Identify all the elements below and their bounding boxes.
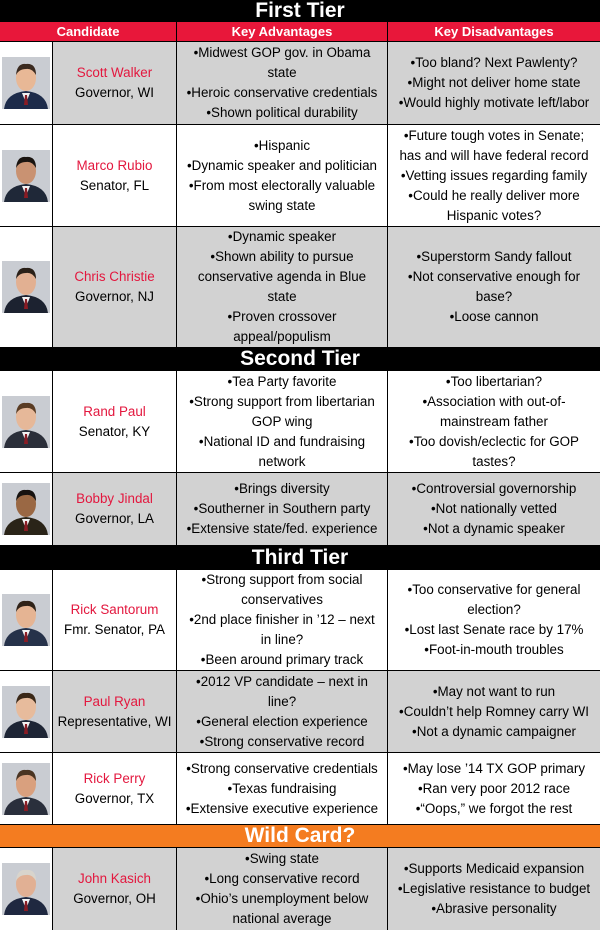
candidate-photo (0, 848, 52, 930)
advantage-line: •Southerner in Southern party (193, 501, 371, 516)
disadvantage-line: •May lose ’14 TX GOP primary (402, 760, 586, 776)
disadvantage-line: •Supports Medicaid expansion (403, 861, 585, 876)
candidate-cell (53, 371, 176, 472)
advantage-line: •Heroic conservative credentials (186, 85, 378, 100)
candidate-role: Governor, LA (75, 511, 154, 526)
portrait-icon (2, 863, 50, 915)
disadvantage-line: mainstream father (440, 413, 548, 429)
advantages-cell (177, 848, 387, 930)
disadvantages-cell (388, 848, 600, 930)
advantage-line: line? (267, 693, 297, 709)
candidate-row (0, 227, 600, 347)
disadvantages-cell (388, 671, 600, 752)
advantage-line: in line? (260, 632, 304, 647)
candidate-photo (0, 671, 52, 752)
candidate-role: Governor, OH (73, 891, 156, 906)
advantages-cell (177, 371, 387, 472)
column-header-advantages: Key Advantages (177, 22, 387, 41)
disadvantage-line: •Couldn’t help Romney carry WI (399, 703, 589, 719)
advantages-cell (177, 227, 387, 347)
advantages-cell (177, 570, 387, 670)
advantage-line: •General election experience (196, 713, 368, 729)
candidate-name: Marco Rubio (76, 157, 153, 173)
advantages-cell (177, 671, 387, 752)
portrait-icon (2, 150, 50, 202)
disadvantage-line: •Would highly motivate left/labor (398, 95, 590, 110)
candidate-cell (53, 848, 176, 930)
disadvantage-line: •Legislative resistance to budget (397, 881, 591, 896)
candidate-cell (53, 227, 176, 347)
disadvantages-cell (388, 473, 600, 545)
candidate-name: Rick Santorum (70, 602, 159, 617)
candidate-row (0, 671, 600, 752)
advantage-line: •Long conservative record (204, 871, 360, 886)
candidate-cell (53, 42, 176, 124)
disadvantages-cell (388, 371, 600, 472)
candidate-role: Governor, NJ (75, 289, 154, 304)
candidate-name: Rand Paul (83, 403, 146, 419)
disadvantage-line: •Not conservative enough for (407, 269, 581, 284)
advantage-line: •From most electorally valuable (188, 177, 376, 193)
disadvantage-line: election? (467, 602, 521, 617)
portrait-icon (2, 763, 50, 815)
candidate-name: Rick Perry (83, 770, 146, 786)
disadvantage-line: tastes? (472, 453, 516, 469)
candidate-cell (53, 473, 176, 545)
advantage-line: state (267, 65, 297, 80)
advantage-line: •Ohio’s unemployment below (195, 891, 369, 906)
candidate-role: Fmr. Senator, PA (64, 622, 165, 637)
disadvantages-cell (388, 42, 600, 124)
candidate-row (0, 42, 600, 124)
disadvantage-line: •Controversial governorship (411, 481, 577, 496)
portrait-icon (2, 686, 50, 738)
disadvantage-line: •Too libertarian? (445, 373, 543, 389)
disadvantage-line: •Future tough votes in Senate; (403, 127, 585, 143)
advantage-line: •Midwest GOP gov. in Obama (193, 45, 371, 60)
advantages-cell (177, 473, 387, 545)
candidate-role: Governor, TX (74, 790, 155, 806)
candidate-photo (0, 125, 52, 226)
candidate-role: Senator, KY (78, 423, 151, 439)
candidate-name: John Kasich (78, 871, 151, 886)
advantage-line: •Shown ability to pursue (210, 249, 354, 264)
advantage-line: national average (232, 911, 332, 926)
advantage-line: •Strong conservative record (199, 733, 365, 749)
advantage-line: •Shown political durability (206, 105, 358, 120)
advantage-line: •Extensive state/fed. experience (186, 521, 378, 536)
disadvantage-line: •Loose cannon (449, 309, 539, 324)
disadvantage-line: •“Oops,” we forgot the rest (415, 800, 573, 816)
advantage-line: GOP wing (251, 413, 313, 429)
candidate-photo (0, 753, 52, 824)
candidate-row (0, 848, 600, 930)
candidate-row (0, 125, 600, 226)
advantage-line: conservatives (241, 592, 323, 607)
advantage-line: •Extensive executive experience (185, 800, 379, 816)
disadvantage-line: •Not a dynamic campaigner (412, 723, 576, 739)
advantage-line: appeal/populism (233, 329, 331, 344)
disadvantage-line: •Lost last Senate race by 17% (404, 622, 584, 637)
column-header-candidate: Candidate (0, 22, 176, 41)
portrait-icon (2, 396, 50, 448)
advantage-line: •Swing state (245, 851, 319, 866)
disadvantage-line: Hispanic votes? (446, 207, 542, 223)
disadvantage-line: •Abrasive personality (431, 901, 557, 916)
candidate-role: Governor, WI (75, 85, 154, 100)
candidate-cell (53, 753, 176, 824)
advantage-line: •Strong support from social (201, 572, 363, 587)
advantage-line: •Strong conservative credentials (186, 760, 378, 776)
candidate-photo (0, 570, 52, 670)
portrait-icon (2, 57, 50, 109)
candidate-cell (53, 570, 176, 670)
tier-header-third: Third Tier (251, 546, 349, 569)
disadvantage-line: •Superstorm Sandy fallout (416, 249, 572, 264)
tier-header-first: First Tier (255, 0, 345, 22)
candidate-name: Chris Christie (74, 269, 155, 284)
disadvantage-line: •Might not deliver home state (407, 75, 581, 90)
tier-header-second: Second Tier (240, 347, 360, 370)
candidate-photo (0, 473, 52, 545)
disadvantage-line: •Not a dynamic speaker (423, 521, 565, 536)
portrait-icon (2, 594, 50, 646)
advantage-line: •Hispanic (253, 137, 311, 153)
disadvantage-line: •Not nationally vetted (430, 501, 558, 516)
portrait-icon (2, 483, 50, 535)
advantage-line: •Dynamic speaker (227, 229, 337, 244)
advantage-line: •Been around primary track (200, 652, 364, 667)
candidate-cell (53, 125, 176, 226)
disadvantages-cell (388, 753, 600, 824)
candidate-name: Bobby Jindal (76, 491, 153, 506)
advantage-line: network (258, 453, 306, 469)
tier-header-wild-card: Wild Card? (0, 825, 600, 847)
disadvantage-line: •May not want to run (432, 683, 556, 699)
advantage-line: swing state (248, 197, 316, 213)
candidate-row (0, 570, 600, 670)
candidate-row (0, 473, 600, 545)
advantage-line: •2nd place finisher in ’12 – next (189, 612, 375, 627)
advantage-line: •Strong support from libertarian (189, 393, 375, 409)
disadvantage-line: •Foot-in-mouth troubles (424, 642, 564, 657)
advantage-line: •National ID and fundraising (198, 433, 366, 449)
candidate-photo (0, 227, 52, 347)
candidate-name: Paul Ryan (83, 693, 146, 709)
advantage-line: •Texas fundraising (227, 780, 337, 796)
disadvantage-line: •Association with out-of- (422, 393, 566, 409)
disadvantage-line: •Vetting issues regarding family (400, 167, 588, 183)
advantage-line: state (267, 289, 297, 304)
portrait-icon (2, 261, 50, 313)
column-header-disadvantages: Key Disadvantages (388, 22, 600, 41)
advantages-cell (177, 125, 387, 226)
advantage-line: •Proven crossover (227, 309, 337, 324)
candidate-photo (0, 371, 52, 472)
disadvantage-line: •Could he really deliver more (408, 187, 580, 203)
disadvantage-line: base? (475, 289, 513, 304)
advantage-line: •2012 VP candidate – next in (196, 673, 368, 689)
disadvantage-line: •Ran very poor 2012 race (417, 780, 571, 796)
disadvantages-cell (388, 570, 600, 670)
disadvantage-line: •Too bland? Next Pawlenty? (410, 55, 578, 70)
advantage-line: conservative agenda in Blue (197, 269, 367, 284)
disadvantages-cell (388, 227, 600, 347)
candidate-photo (0, 42, 52, 124)
advantage-line: •Tea Party favorite (227, 373, 337, 389)
candidate-row (0, 753, 600, 824)
advantage-line: •Dynamic speaker and politician (186, 157, 378, 173)
candidate-role: Senator, FL (79, 177, 150, 193)
disadvantage-line: •Too conservative for general (407, 582, 581, 597)
advantages-cell (177, 753, 387, 824)
advantages-cell (177, 42, 387, 124)
advantage-line: •Brings diversity (234, 481, 330, 496)
candidate-name: Scott Walker (76, 65, 153, 80)
disadvantage-line: has and will have federal record (399, 147, 589, 163)
disadvantages-cell (388, 125, 600, 226)
candidate-role: Representative, WI (57, 713, 172, 729)
disadvantage-line: •Too dovish/eclectic for GOP (409, 433, 579, 449)
candidate-cell (53, 671, 176, 752)
candidate-row (0, 371, 600, 472)
